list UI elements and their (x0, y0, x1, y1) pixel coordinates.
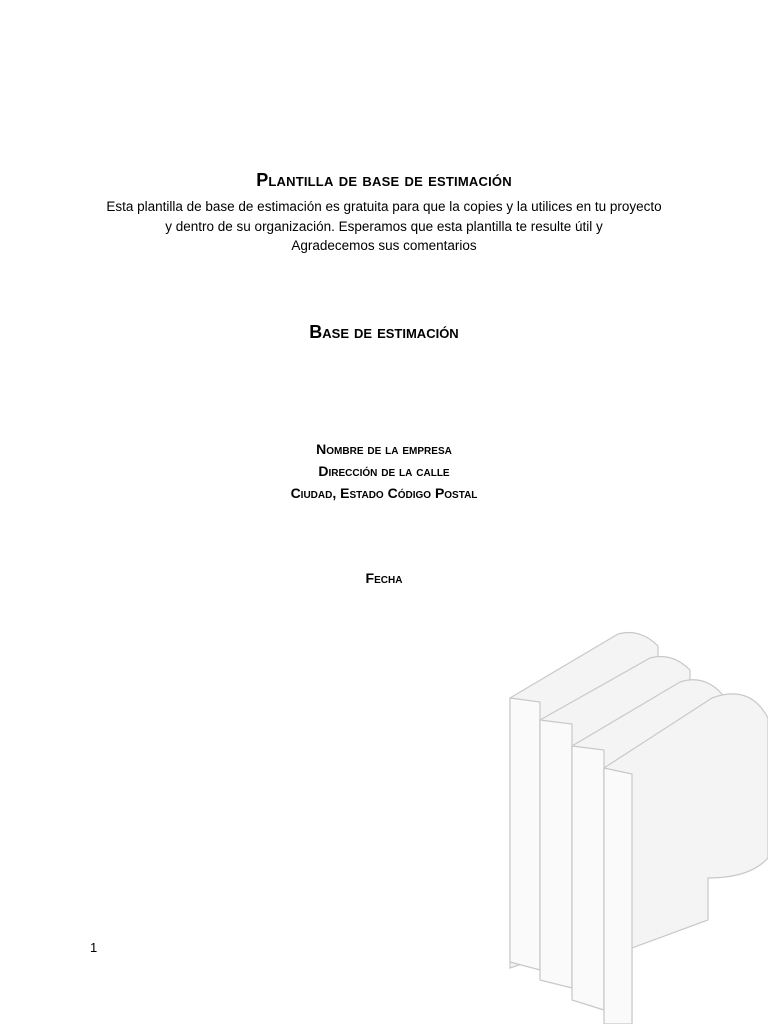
document-subtitle: Base de estimación (309, 322, 459, 342)
page-title: Plantilla de base de estimación (256, 170, 512, 190)
city-state-zip: Ciudad, Estado Código Postal (290, 485, 478, 501)
intro-line: Esta plantilla de base de estimación es gratuita para que la copies y la utilices en tu proyecto (106, 199, 662, 214)
street-address: Dirección de la calle (318, 463, 450, 479)
intro-paragraph (0, 197, 768, 256)
page-number: 1 (90, 940, 98, 955)
company-name: Nombre de la empresa (316, 441, 452, 457)
company-address-block (0, 438, 768, 504)
intro-line: y dentro de su organización. Esperamos que esta plantilla te resulte útil y (165, 218, 603, 234)
stacked-pages-logo-icon (500, 628, 768, 1024)
date-label: Fecha (365, 570, 403, 586)
intro-line: Agradecemos sus comentarios (291, 238, 477, 253)
